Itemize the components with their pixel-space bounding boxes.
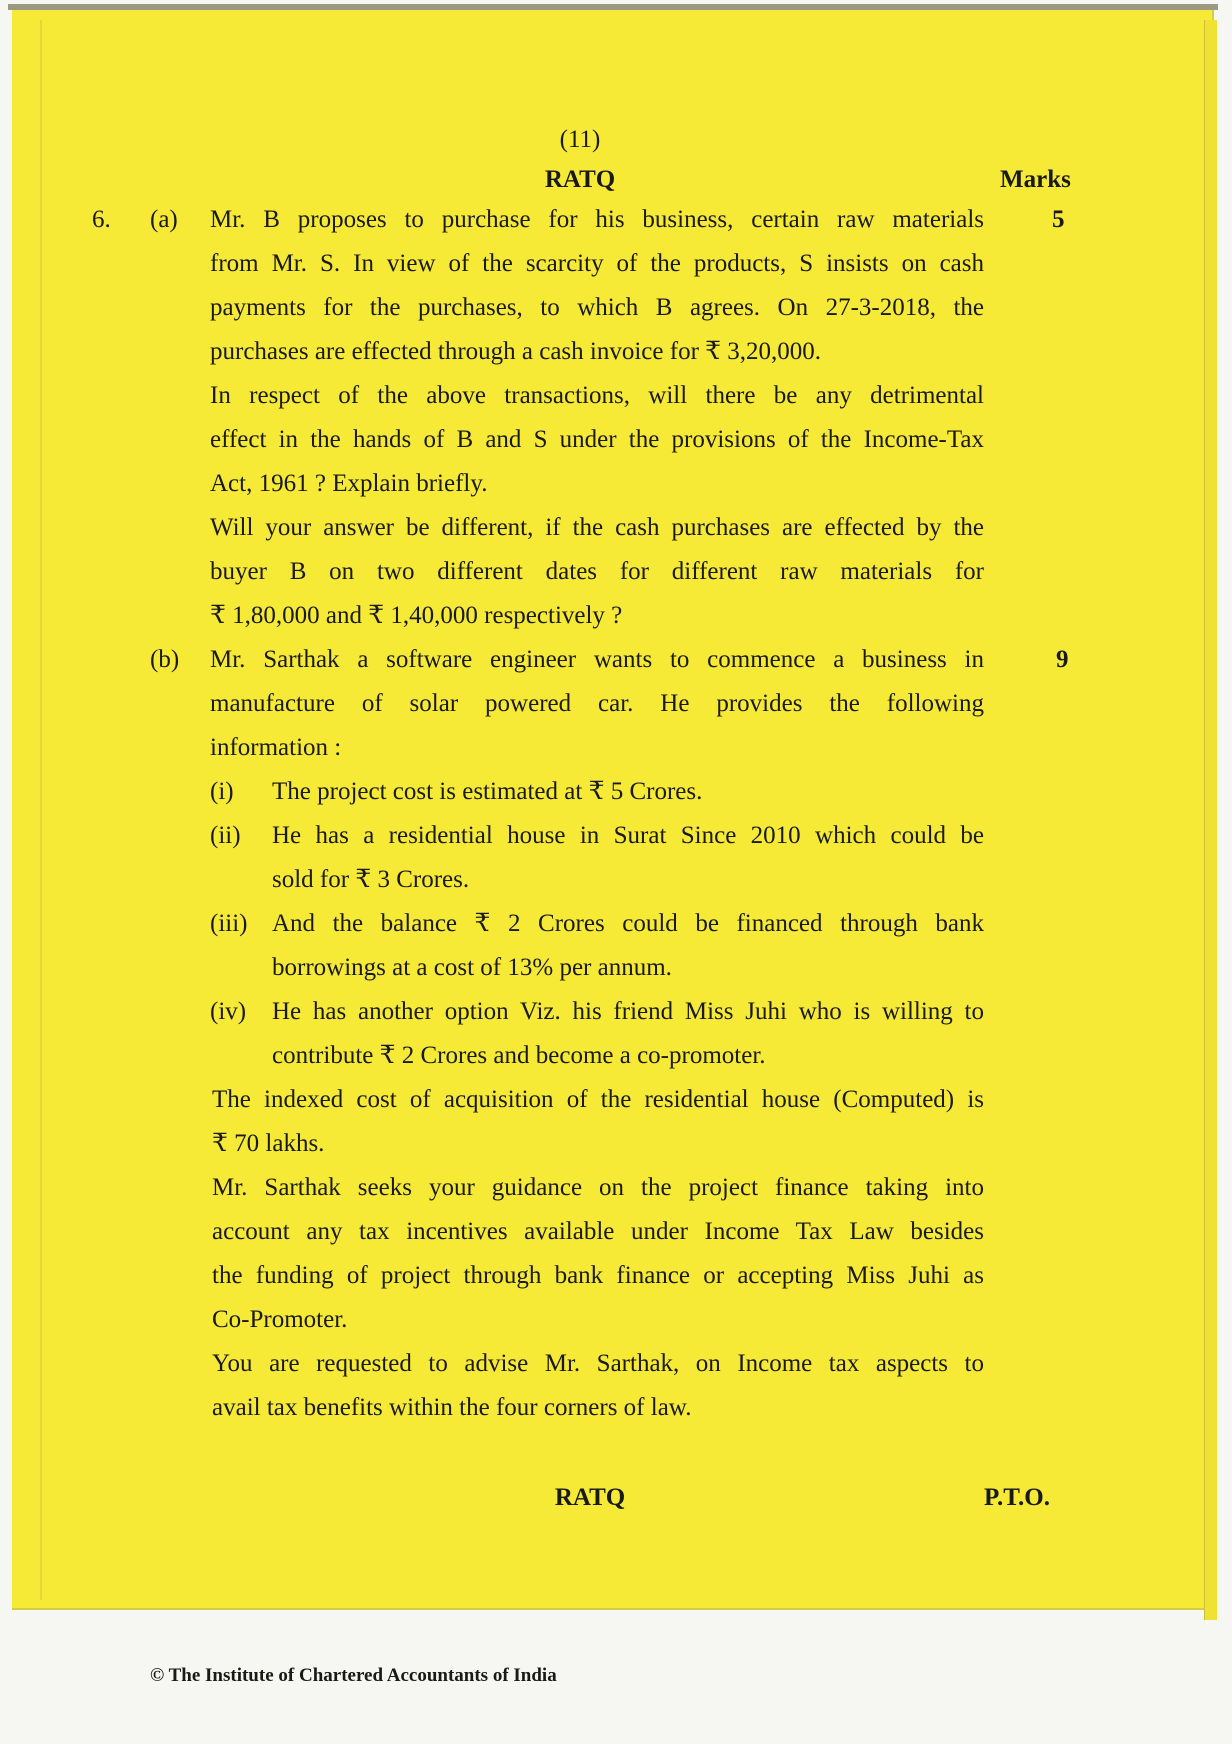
- part-a-line: from Mr. S. In view of the scarcity of the products, S insists on cash: [210, 250, 984, 277]
- part-a-line: buyer B on two different dates for different raw materials for: [210, 558, 984, 585]
- part-a-marks: 5: [1052, 206, 1065, 233]
- part-a-line: Will your answer be different, if the cash purchases are effected by the: [210, 514, 984, 541]
- part-a-line: payments for the purchases, to which B agrees. On 27-3-2018, the: [210, 294, 984, 321]
- part-b-intro-line: information :: [210, 734, 342, 761]
- margin-line: [40, 20, 42, 1600]
- page-number: (11): [559, 126, 601, 153]
- part-a-line: purchases are effected through a cash invoice for ₹ 3,20,000.: [210, 338, 822, 365]
- item-label: (i): [210, 778, 234, 805]
- closing-line: ₹ 70 lakhs.: [212, 1130, 325, 1157]
- closing-line: account any tax incentives available under Income Tax Law besides: [212, 1218, 984, 1245]
- item-line: And the balance ₹ 2 Crores could be financed through bank: [272, 910, 984, 937]
- part-b-intro-line: Mr. Sarthak a software engineer wants to commence a business in: [210, 646, 984, 673]
- pto-label: P.T.O.: [984, 1484, 1050, 1511]
- closing-line: Mr. Sarthak seeks your guidance on the project finance taking into: [212, 1174, 984, 1201]
- part-b-intro-line: manufacture of solar powered car. He provides the following: [210, 690, 984, 717]
- marks-heading: Marks: [1000, 166, 1071, 193]
- item-line: He has another option Viz. his friend Miss Juhi who is willing to: [272, 998, 984, 1025]
- item-line: The project cost is estimated at ₹ 5 Crores.: [272, 778, 703, 805]
- closing-line: The indexed cost of acquisition of the residential house (Computed) is: [212, 1086, 984, 1113]
- item-line: sold for ₹ 3 Crores.: [272, 866, 470, 893]
- question-number: 6.: [92, 206, 111, 233]
- header-code: RATQ: [544, 166, 616, 193]
- item-label: (iii): [210, 910, 248, 937]
- closing-line: avail tax benefits within the four corners of law.: [212, 1394, 692, 1421]
- closing-line: You are requested to advise Mr. Sarthak, on Income tax aspects to: [212, 1350, 984, 1377]
- item-line: He has a residential house in Surat Since 2010 which could be: [272, 822, 984, 849]
- part-a-line: effect in the hands of B and S under the provisions of the Income-Tax: [210, 426, 984, 453]
- part-a-line: In respect of the above transactions, will there be any detrimental: [210, 382, 984, 409]
- part-a-line: Act, 1961 ? Explain briefly.: [210, 470, 488, 497]
- footer-code: RATQ: [554, 1484, 626, 1511]
- copyright-notice: © The Institute of Chartered Accountants of India: [150, 1665, 557, 1686]
- part-b-marks: 9: [1056, 646, 1069, 673]
- item-line: contribute ₹ 2 Crores and become a co-promoter.: [272, 1042, 766, 1069]
- part-a-line: Mr. B proposes to purchase for his business, certain raw materials: [210, 206, 984, 233]
- item-line: borrowings at a cost of 13% per annum.: [272, 954, 672, 981]
- closing-line: the funding of project through bank finance or accepting Miss Juhi as: [212, 1262, 984, 1289]
- paper-edge: [1204, 20, 1217, 1620]
- part-b-label: (b): [150, 646, 180, 673]
- item-label: (ii): [210, 822, 241, 849]
- item-label: (iv): [210, 998, 247, 1025]
- part-a-line: ₹ 1,80,000 and ₹ 1,40,000 respectively ?: [210, 602, 623, 629]
- closing-line: Co-Promoter.: [212, 1306, 348, 1333]
- part-a-label: (a): [150, 206, 178, 233]
